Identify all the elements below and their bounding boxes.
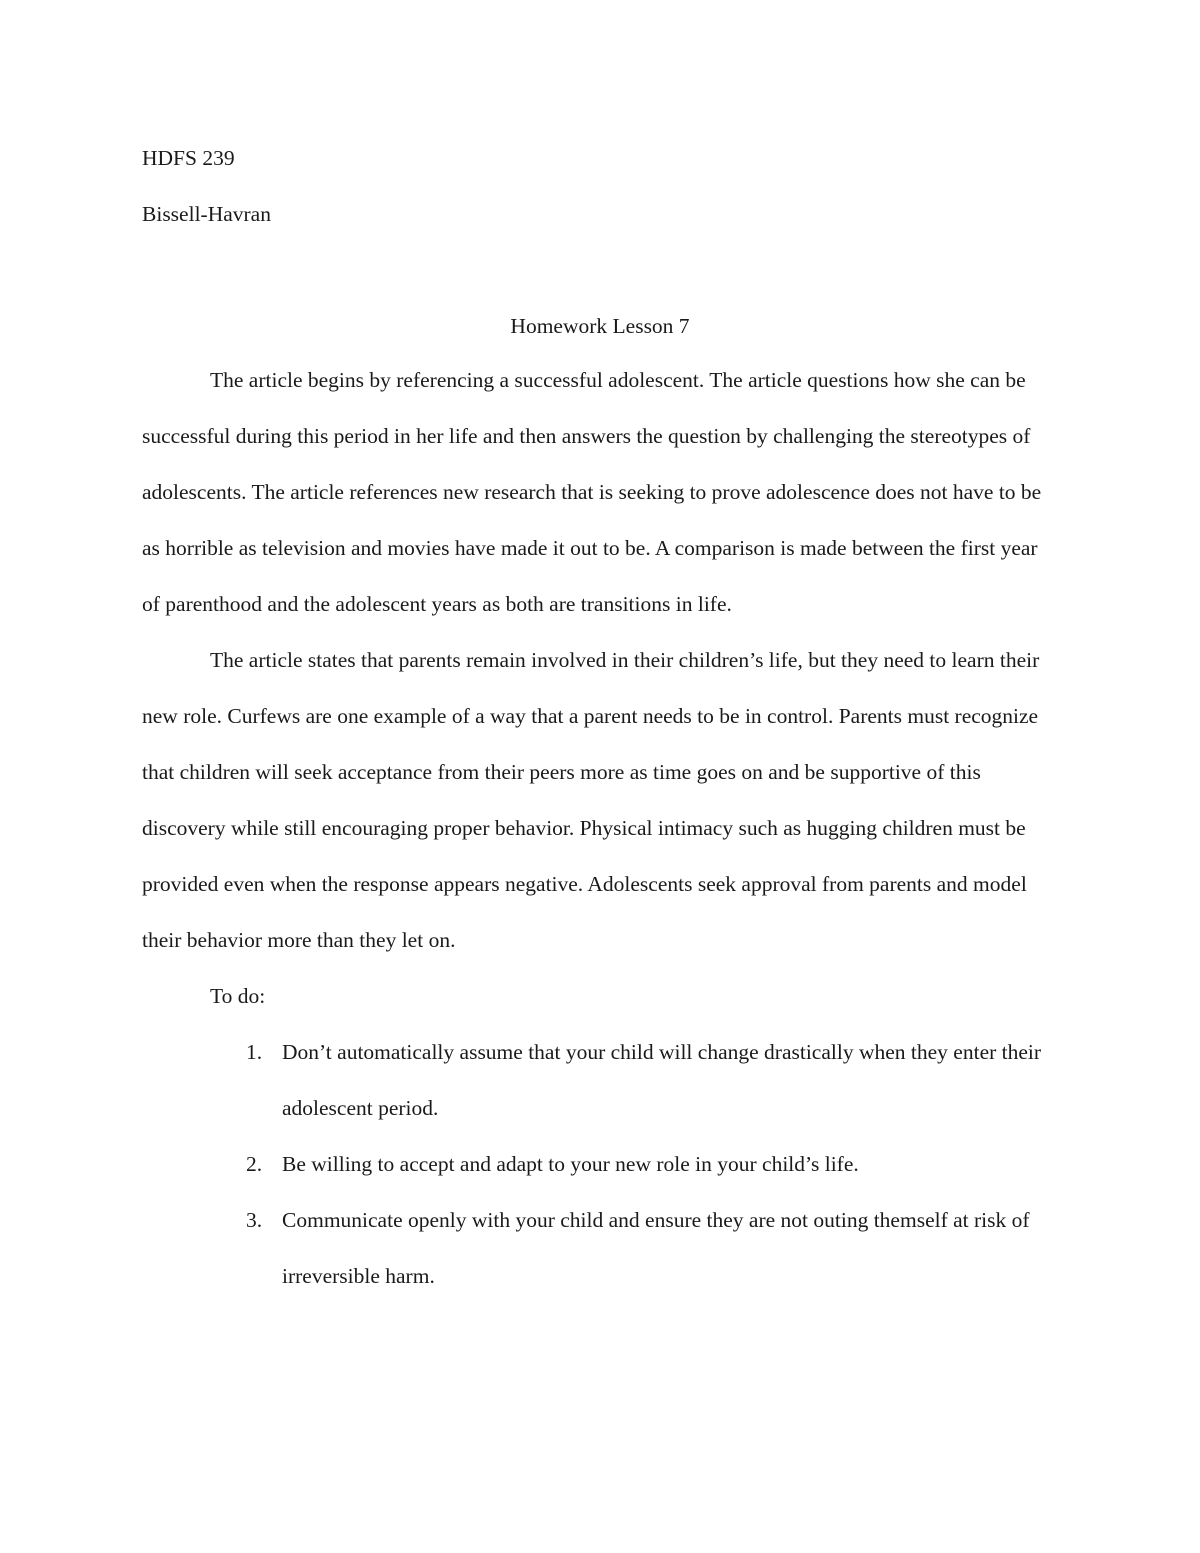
document-title: Homework Lesson 7: [510, 314, 690, 338]
paragraph-2: The article states that parents remain involved in their children’s life, but they need to learn their new role. Curfews are one example of a way that a parent needs to be in control. Parents must recognize that children will seek acceptance from their peers more as time goes on and be supportive of this discovery while still encouraging proper behavior. Physical intimacy such as hugging children must be provided even when the response appears negative. Adolescents seek approval from parents and model their behavior more than they let on.: [142, 648, 1040, 952]
list-item: [142, 1136, 1052, 1192]
list-item-number: 2.: [246, 1152, 263, 1176]
instructor-name: Bissell-Havran: [142, 202, 271, 226]
document-body: [142, 352, 1052, 1304]
paragraph-1: The article begins by referencing a successful adolescent. The article questions how she can be successful during this period in her life and then answers the question by challenging the stereotypes of adolescents. The article references new research that is seeking to prove adolescence does not have to be as horrible as television and movies have made it out to be. A comparison is made between the first year of parenthood and the adolescent years as both are transitions in life.: [142, 368, 1042, 616]
list-item-text: Be willing to accept and adapt to your new role in your child’s life.: [282, 1152, 859, 1176]
list-item: [142, 1192, 1052, 1304]
list-item-text: Don’t automatically assume that your child will change drastically when they enter their adolescent period.: [282, 1040, 1042, 1120]
list-item-text: Communicate openly with your child and ensure they are not outing themself at risk of irreversible harm.: [282, 1208, 1030, 1288]
list-item: [142, 1024, 1052, 1136]
list-item-number: 1.: [246, 1040, 263, 1064]
list-item-number: 3.: [246, 1208, 263, 1232]
course-name: HDFS 239: [142, 146, 235, 170]
todo-heading: To do:: [210, 984, 266, 1008]
todo-list: [142, 1024, 1052, 1304]
